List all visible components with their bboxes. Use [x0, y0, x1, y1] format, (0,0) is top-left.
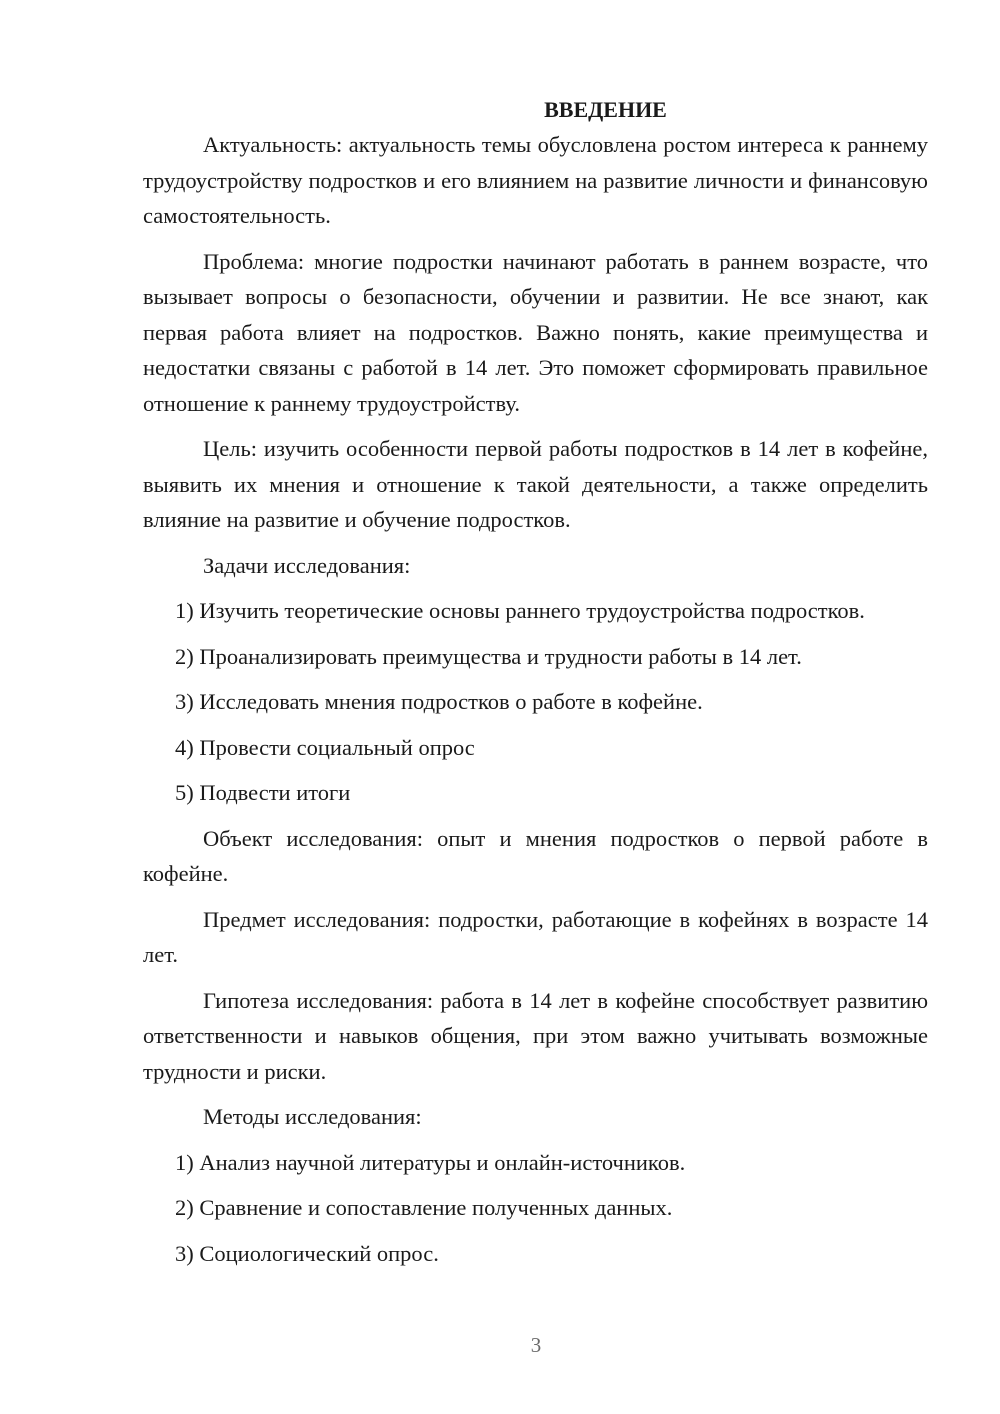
task-item: 3) Исследовать мнения подростков о работе в кофейне. — [175, 689, 703, 714]
goal-paragraph: Цель: изучить особенности первой работы подростков в 14 лет в кофейне, выявить их мнения и отношение к такой деятельности, а также определить влияние на развитие и обучение подростков. — [143, 436, 928, 532]
task-item: 5) Подвести итоги — [175, 780, 351, 805]
task-item: 1) Изучить теоретические основы раннего трудоустройства подростков. — [175, 598, 865, 623]
page-title: ВВЕДЕНИЕ — [544, 97, 667, 122]
method-item: 3) Социологический опрос. — [175, 1240, 439, 1266]
method-item: 2) Сравнение и сопоставление полученных данных. — [175, 1195, 673, 1220]
object-paragraph: Объект исследования: опыт и мнения подростков о первой работе в кофейне. — [143, 825, 928, 886]
tasks-label: Задачи исследования: — [203, 552, 411, 578]
method-item: 1) Анализ научной литературы и онлайн-источников. — [175, 1149, 686, 1175]
task-item: 4) Провести социальный опрос — [175, 734, 475, 760]
page-number: 3 — [530, 1333, 542, 1357]
page-content — [143, 92, 928, 1271]
task-item: 2) Проанализировать преимущества и трудности работы в 14 лет. — [175, 643, 802, 669]
problem-paragraph: Проблема: многие подростки начинают работать в раннем возрасте, что вызывает вопросы о безопасности, обучении и развитии. Не все знают, как первая работа влияет на подростков. Важно понять, какие преимущества и недостатки связаны с работой в 14 лет. Это поможет сформировать правильное отношение к раннему трудоустройству. — [143, 248, 928, 416]
relevance-paragraph: Актуальность: актуальность темы обусловлена ростом интереса к раннему трудоустройству подростков и его влиянием на развитие личности и финансовую самостоятельность. — [143, 132, 928, 228]
hypothesis-paragraph: Гипотеза исследования: работа в 14 лет в кофейне способствует развитию ответственности и навыков общения, при этом важно учитывать возможные трудности и риски. — [143, 987, 928, 1084]
subject-paragraph: Предмет исследования: подростки, работающие в кофейнях в возрасте 14 лет. — [143, 906, 928, 967]
methods-label: Методы исследования: — [203, 1104, 422, 1129]
